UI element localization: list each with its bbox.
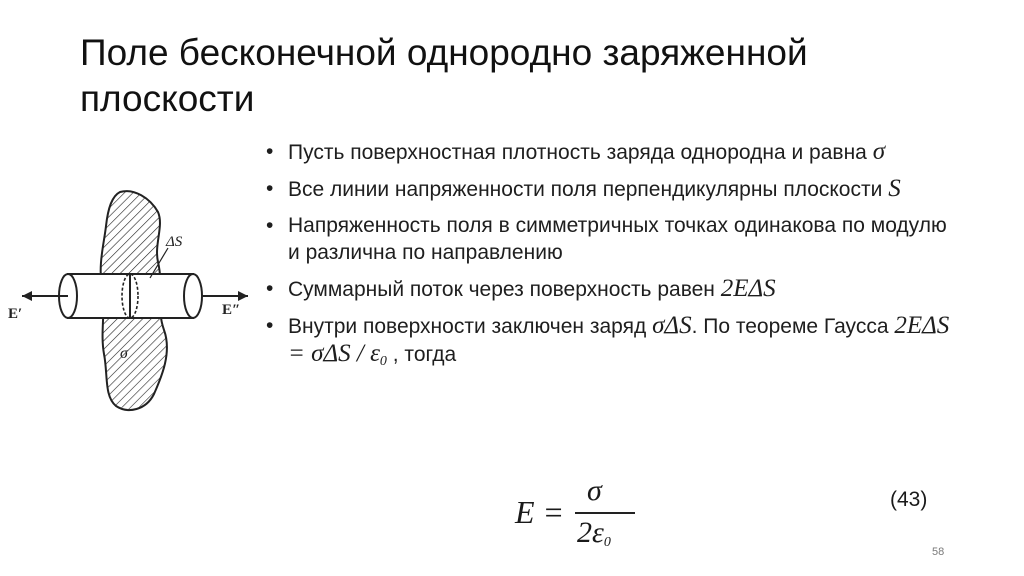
- bullet-item: • Напряженность поля в симметричных точках одинакова по модулю и различна по направлению: [266, 214, 947, 264]
- equation-number: (43): [890, 488, 928, 511]
- bullet-item: • Все линии напряженности поля перпендикулярны плоскости S: [266, 175, 901, 202]
- label-e-right: E″: [222, 302, 241, 318]
- formula-field-strength: [515, 472, 655, 562]
- bullet-list: [262, 138, 962, 384]
- fraction-bar: [575, 512, 635, 514]
- page-number: 58: [932, 546, 945, 558]
- math-sigma: σ: [872, 138, 886, 165]
- bullet-item: • Внутри поверхности заключен заряд σΔS. По теореме Гаусса $2E\Delta S = \sigma\Delta S / \varepsilon_0$ , тогда: [266, 312, 950, 369]
- math-s: S: [888, 175, 901, 202]
- cylinder-right-cap: [184, 274, 202, 318]
- math-gauss: $2E\Delta S = \sigma\Delta S / \varepsilon_0$: [288, 312, 950, 369]
- math-charge: σΔS: [652, 312, 692, 339]
- label-sigma: σ: [120, 345, 128, 362]
- formula-denominator: $2\varepsilon_0$: [577, 516, 611, 550]
- label-e-left: E′: [8, 306, 23, 322]
- math-flux: 2EΔS: [720, 275, 776, 302]
- label-delta-s: ΔS: [166, 234, 183, 250]
- formula-numerator: σ: [587, 474, 602, 507]
- bullet-item: • Суммарный поток через поверхность равен 2EΔS: [266, 275, 776, 302]
- slide-title-line-1: Поле бесконечной однородно заряженной: [80, 32, 808, 73]
- charged-plane-figure: [8, 190, 258, 420]
- slide-title-line-2: плоскости: [80, 78, 255, 119]
- formula-lhs: E =: [515, 494, 565, 530]
- bullet-item: • Пусть поверхностная плотность заряда однородна и равна σ: [266, 138, 886, 165]
- slide-title: [80, 30, 960, 122]
